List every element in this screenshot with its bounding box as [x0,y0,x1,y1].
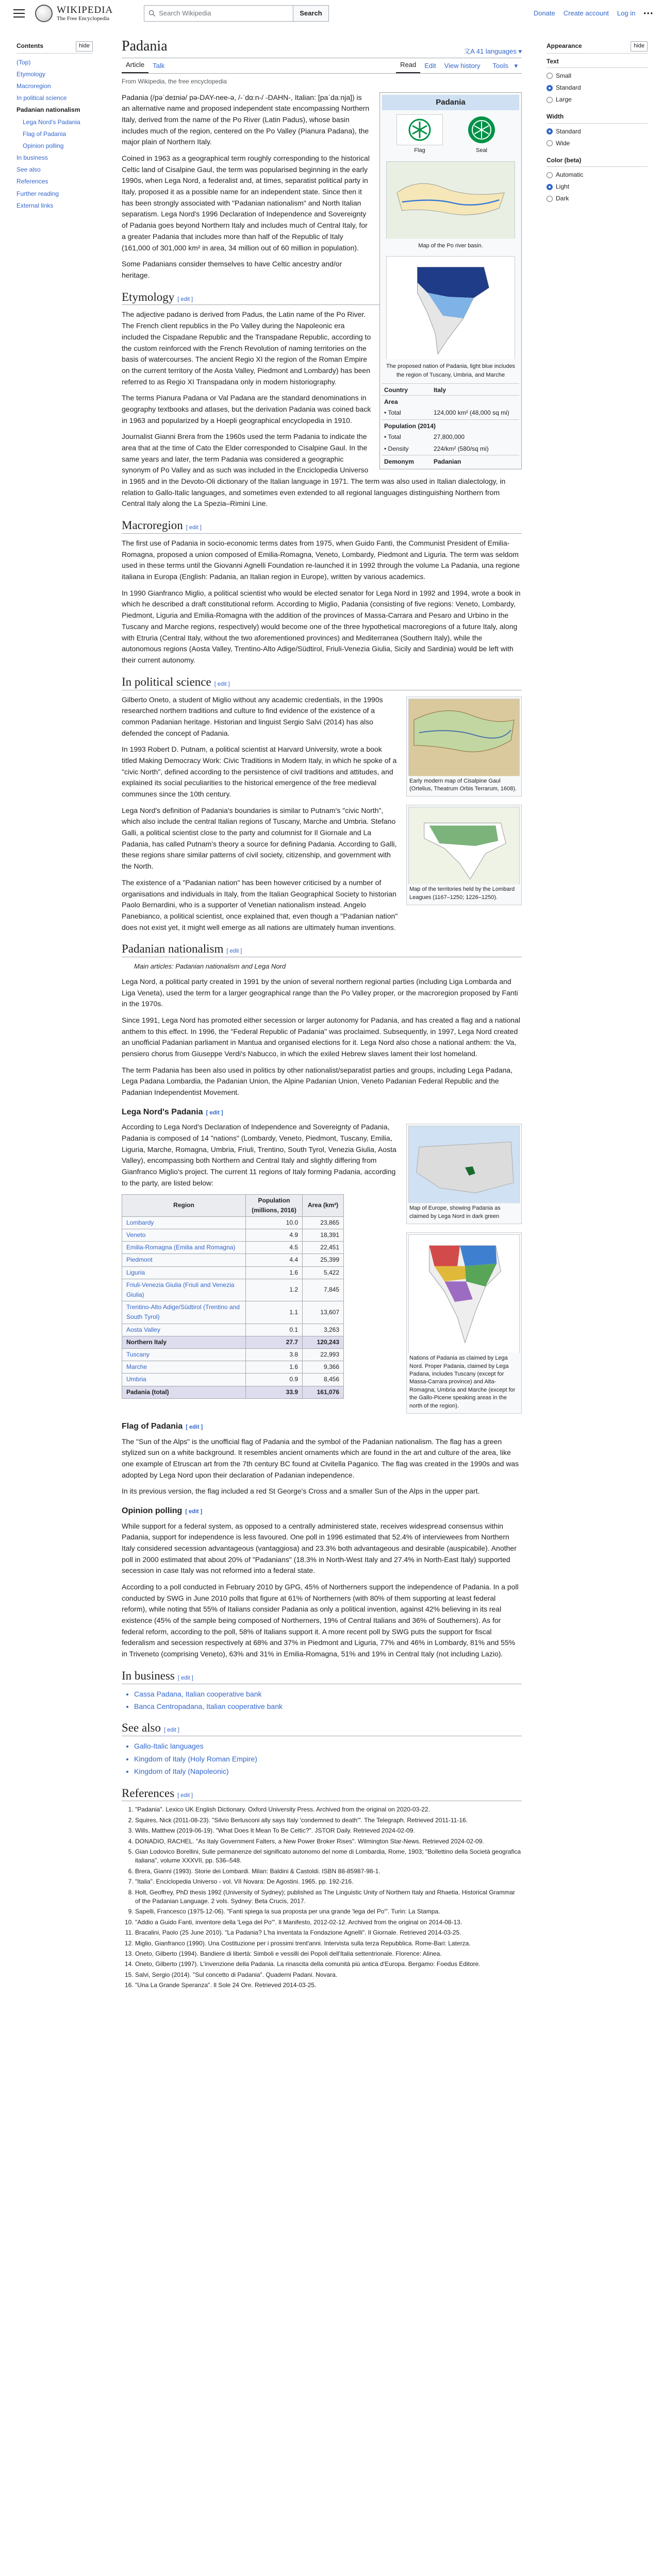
cisalpine-map-image[interactable] [408,699,520,776]
tab-tools[interactable]: Tools ▾ [492,61,518,70]
paragraph: The adjective padano is derived from Padus, the Latin name of the Po River. The French client republics in the Po Valley during the Napoleonic era included the Cispadane Republic and the Transpadane Republic, according to the custom reinforced with the French Revolution of naming territories on the basis of watercourses. The ancient Regio XI the region of the Roman Empire on the current territory of the Aosta Valley, Piedmont and Lombardy) has been referred to as Regio XI Transpadana only in modern historiography. [122,310,371,386]
sun-of-alps-icon [407,117,432,142]
region-cell[interactable]: Aosta Valley [122,1324,246,1336]
reference-item[interactable]: 1. "Padania". Lexico UK English Dictionary. Oxford University Press. Archived from the original on 2020-03-22. [135,1805,522,1814]
heading-etymology: Etymology [ edit ] [122,290,522,306]
radio-option[interactable]: Wide [547,138,648,149]
text-size-options: Text Small Standard Large [547,57,648,106]
europe-map-drawing [409,1126,519,1204]
hatnote: Main articles: Padanian nationalism and Lega Nord [134,962,286,971]
value-cell: 5,422 [303,1266,344,1279]
reference-item[interactable]: 15. Salvi, Sergio (2014). "Sul concetto di Padania". Quaderni Padani. Novara. [135,1971,522,1979]
table-row [122,1279,344,1301]
value-cell: 1.1 [246,1301,303,1324]
lombard-league-map-image[interactable] [408,807,520,884]
search-button[interactable]: Search [293,5,328,22]
wikipedia-logo[interactable] [35,5,113,22]
list-item[interactable]: • Cassa Padana, Italian cooperative bank [134,1688,522,1700]
table-header: Population (millions, 2016) [246,1194,303,1216]
toc-item[interactable]: Opinion polling [23,142,64,149]
value-cell: 9,366 [303,1361,344,1374]
paragraph: In its previous version, the flag included a red St George's Cross and a smaller Sun of the Alps in the upper part. [122,1487,480,1496]
appearance-hide-button[interactable]: hide [631,41,648,52]
toc-list [16,57,93,212]
value-cell: 120,243 [303,1336,344,1348]
region-cell[interactable]: Umbria [122,1374,246,1386]
references-list [135,1805,522,1990]
value-cell: 4.4 [246,1254,303,1266]
region-cell[interactable]: Northern Italy [122,1336,246,1348]
value-cell: 23,865 [303,1216,344,1229]
table-header: Area (km²) [303,1194,344,1216]
value-cell: 22,451 [303,1242,344,1254]
edit-section-link[interactable]: [ edit ] [226,948,242,955]
density-value: 224/km² (580/sq mi) [434,445,489,452]
heading-see-also: See also [ edit ] [122,1720,522,1736]
value-cell: 161,076 [303,1386,344,1398]
site-header [0,0,662,27]
search-form [144,5,328,22]
reference-item[interactable]: 6. Brera, Gianni (1993). Storie dei Lombardi. Milan: Baldini & Castoldi. ISBN 88-85987-98-1. [135,1867,522,1876]
radio-option[interactable]: Light [547,181,648,193]
cisalpine-map-drawing [409,699,519,776]
value-cell: 1.6 [246,1266,303,1279]
padania-map-drawing [387,257,515,360]
map1-caption: Map of the Po river basin. [418,243,483,249]
table-header: Region [122,1194,246,1216]
lead-paragraph: Some Padanians consider themselves to have Celtic ancestry and/or heritage. [122,260,342,279]
region-cell[interactable]: Emilia-Romagna (Emilia and Romagna) [122,1242,246,1254]
edit-section-link[interactable]: [ edit ] [186,1423,203,1430]
region-cell[interactable]: Tuscany [122,1348,246,1361]
value-cell: 3,263 [303,1324,344,1336]
po-basin-map-drawing [387,162,515,239]
value-cell: 7,845 [303,1279,344,1301]
nations-map-image[interactable] [408,1234,520,1353]
list-item[interactable]: • Banca Centropadana, Italian cooperative bank [134,1701,522,1712]
toc-item[interactable]: See also [16,166,41,174]
region-cell[interactable]: Liguria [122,1266,246,1279]
area-value: 124,000 km² (48,000 sq mi) [434,409,509,417]
value-cell: 1.6 [246,1361,303,1374]
paragraph: According to a poll conducted in February 2010 by GPG, 45% of Northerners support the independence of Padania. In a poll conducted by SWG in June 2010 polls that figure at 61% of Northerners (with 80% of them supporting at least federal reform), while noting that 55% of Italians consider Padania as only a political invention, against 42% believing in its real existence (45% of the sample being composed of Northerners, 19% of Central Italians and 36% of Southerners). As for federal reform, according to the poll, 58% of Italians support it. A more recent poll by SWG puts the support for fiscal federalism and secession respectively at 68% and 37% in Piedmont and Liguria, 77% and 46% in Lombardy, 81% and 55% in Triveneto (comprising Veneto), 63% and 31% in Emilia-Romagna, 51% and 19% in Central Italy (not including Lazio). [122,1582,519,1658]
nations-map-drawing [409,1235,519,1353]
reference-item[interactable]: 10. "Addio a Guido Fanti, inventore della 'Lega del Po'". Il Manifesto, 2012-02-12. Archived from the original on 2014-08-13. [135,1918,522,1927]
reference-item[interactable]: 4. DONADIO, RACHEL. "As Italy Government Falters, a New Power Broker Rises". Wilmington Star-News. Retrieved 2024-02-09. [135,1837,522,1846]
lead-paragraph: Coined in 1963 as a geographical term roughly corresponding to the historical Celtic land of Cisalpine Gaul, the term was popularised beginning in the early 1990s, when Lega Nord, a federalist and, at times, separatist political party in Italy, proposed it as a possible name for an independent state. Since then it has been strongly associated with "Padanian nationalism" and North Italian separatism. Lega Nord's 1996 Declaration of Independence and Sovereignty of Padania goes beyond Northern Italy and includes much of Central Italy, for a greater Padania that includes more than half of the Republic of Italy (161,000 of 301,000 km² in area, 34 million out of 60 million in population). [122,154,370,252]
reference-item[interactable]: 13. Oneto, Gilberto (1994). Bandiere di libertà: Simboli e vessilli dei Popoli dell'Italia settentrionale. Florence: Alinea. [135,1950,522,1958]
table-row [122,1324,344,1336]
lombard-league-map-drawing [409,807,519,885]
heading-flag: Flag of Padania [ edit ] [122,1421,203,1431]
table-row [122,1361,344,1374]
tab-history[interactable]: View history [444,61,481,70]
value-cell: 13,607 [303,1301,344,1324]
region-cell[interactable]: Veneto [122,1229,246,1242]
search-icon [148,10,156,17]
tab-talk[interactable]: Talk [153,61,165,70]
reference-item[interactable]: 5. Gian Lodovico Borellini, Sulle permanenze del significato autonomo del nome di Lombardia, Rome, 1903; "Bollettino della Società geografica italiana", volume XXXVII, pp. 536–548. [135,1848,522,1866]
paragraph: The term Padania has been also used in politics by other nationalist/separatist parties and groups, including Lega Padana, Lega Padana Lombardia, the Padanian Union, the Alpine Padanian Union, Veneto Padanian Federal Republic and the Padanian Independentist Movement. [122,1065,513,1097]
toc-item[interactable]: Padanian nationalism [16,106,80,114]
paragraph: According to Lega Nord's Declaration of Independence and Sovereignty of Padania, Padania is composed of 14 "nations" (Lombardy, Veneto, Piedmont, Tuscany, Emilia, Liguria, Marche, Romagna, Umbria, Friuli, Trentino, South Tyrol, Venezia Giulia, Aosta Valley), encompassing both Northern and Central Italy and slightly differing from Gianfranco Miglio's project. The current 11 regions of Italy forming Padania, according to the party, are listed below: [122,1123,396,1187]
main-content [122,37,522,1991]
toc-item[interactable]: Flag of Padania [23,130,67,138]
edit-section-link[interactable]: [ edit ] [177,1792,193,1799]
paragraph: In 1990 Gianfranco Miglio, a political scientist who would be elected senator for Lega Nord in 1992 and 1994, wrote a book in which he described a draft constitutional reform. According to Miglio, Padania (consisting of five regions: Veneto, Lombardy, Piedmont, Liguria and Emilia-Romagna with the addition of the provinces of Massa-Carrara and Pesaro and Urbino in the Tuscany and Marche regions, respectively) would become one of the three hypothetical macroregions of a future Italy, along with Etruria (Central Italy, without the two aforementioned provinces) and Mediterranea (Southern Italy), while the autonomous regions (Aosta Valley, Trentino-Alto Adige/Südtirol, Friuli-Venezia Giulia, Sicily and Sardinia) would be left with their current autonomy. [122,588,521,664]
region-cell[interactable]: Padania (total) [122,1386,246,1398]
figure-nations-map: Nations of Padania as claimed by Lega Nord. Proper Padania, claimed by Lega Padana, includes Tuscany (except for Massa-Carrara province) and Alta-Romagna; Umbria and Marche (except for the Gallo-Picene speaking areas in the north of the region). [406,1232,522,1414]
radio-option[interactable]: Small [547,70,648,82]
reference-item[interactable]: 9. Sapelli, Francesco (1975-12-06). "Fanti spiega la sua proposta per una grande 'lega del Po'". Turin: La Stampa. [135,1907,522,1916]
seal-caption: Seal [475,147,488,154]
heading-lega-padania: Lega Nord's Padania [ edit ] [122,1107,223,1116]
region-cell[interactable]: Friuli-Venezia Giulia (Friuli and Venezia Giulia) [122,1279,246,1301]
toc-item[interactable]: Lega Nord's Padania [23,118,80,126]
radio-icon [547,97,553,103]
infobox: Padania Flag Seal Map of the Po river basin. The proposed nation of Padania, light blue includes the region of Tuscany, Umbria, and Marche Country Italy Area • Total 124,000 km² (48,000 sq mi) Population (2014) • Total 27,800,000 • Density 224/km² (580/sq mi) Demonym Padanian [379,92,522,470]
business-list [134,1688,522,1713]
heading-macroregion: Macroregion [ edit ] [122,518,522,534]
heading-business: In business [ edit ] [122,1668,522,1684]
radio-option[interactable]: Dark [547,193,648,205]
toc-item[interactable]: Etymology [16,70,46,78]
population-value: 27,800,000 [434,433,465,440]
value-cell: 0.9 [246,1374,303,1386]
page-title: Padania 文A 41 languages ▾ [122,37,522,58]
width-options: Width Standard Wide [547,112,648,149]
radio-icon [547,172,553,178]
table-row [122,1266,344,1279]
see-also-list [134,1740,522,1777]
heading-political-science: In political science [ edit ] [122,674,522,690]
reference-item[interactable]: 8. Holt, Geoffrey, PhD thesis 1992 (University of Sydney); published as The Linguistic Unity of Northern Italy and Rhaetia. Historical Grammar of the Padanian Language. 2 vols. Sydney: Beta Crucis, 2017. [135,1888,522,1906]
radio-icon [547,128,553,134]
paragraph: The terms Pianura Padana or Val Padana are the standard denominations in geography textbooks and atlases, but the derivation Padania was coined back in 1963 and popularized by a Hoepli geographical encyclopedia in 1910. [122,394,371,425]
value-cell: 8,456 [303,1374,344,1386]
paragraph: While support for a federal system, as opposed to a centrally administered state, receives widespread consensus within Padania, support for independence is less favoured. One poll in 1996 estimated that 52.4% of interviewees from Northern Italy considered secession advantageous (vantaggiosa) and 23.3% both advantageous and desirable (auspicabile). Another poll in 2000 estimated that about 20% of "Padanians" (18.3% in North-West Italy and 27.4% in North-East Italy) supported secession in case Italy was not reformed into a federal state. [122,1521,517,1575]
toc-item[interactable]: External links [16,201,54,209]
user-links [534,8,654,19]
paragraph: The first use of Padania in socio-economic terms dates from 1975, when Guido Fanti, the Communist President of Emilia-Romagna, proposed a union composed of Emilia-Romagna, Veneto, Lombardy, Piedmont and Liguria. The term was seldom used in these terms until the Giovanni Agnelli Foundation re-launched it in 1992 through the volume La Padania, una regione italiana in Europa (English: Padania, an Italian region in Europe), written by various academics. [122,539,520,581]
toc-item[interactable]: In business [16,154,48,162]
paragraph: The existence of a "Padanian nation" has been however criticised by a number of organisations and individuals in Italy, from the Italian Geographical Society to historian Paolo Bernardini, who is a supporter of Venetian nationalism instead. Angelo Panebianco, a political scientist, once explained that, even though a "Padanian nation" does not exist yet, it might well emerge as all nations are ultimately human inventions. [122,878,398,931]
appearance-title: Appearance [547,42,582,49]
reference-item[interactable]: 12. Miglio, Gianfranco (1990). Una Costituzione per i prossimi trent'anni. Intervista sulla terza Repubblica. Rome-Bari: Laterza. [135,1939,522,1948]
table-row [122,1336,344,1348]
paragraph: In 1993 Robert D. Putnam, a political scientist at Harvard University, wrote a book titled Making Democracy Work: Civic Traditions in Modern Italy, in which he spoke of a "civic North", defined according to the persistence of civil traditions and attitudes, and explained its social peculiarities to the historical emergence of the free medieval communes since the 10th century. [122,745,397,798]
edit-section-link[interactable]: [ edit ] [185,1508,203,1515]
region-cell[interactable]: Lombardy [122,1216,246,1229]
table-header-row [122,1194,344,1216]
search-input[interactable]: Search Wikipedia [144,5,293,22]
table-row [122,1348,344,1361]
tab-article[interactable]: Article [122,58,148,74]
translate-icon: 文A [464,47,476,55]
reference-item[interactable]: 7. "Italia". Enciclopedia Universo - vol. VII Novara: De Agostini. 1965. pp. 192-216. [135,1877,522,1886]
region-cell[interactable]: Marche [122,1361,246,1374]
toc-item[interactable]: (Top) [16,58,31,66]
table-row [122,1386,344,1398]
toc-hide-button[interactable]: hide [76,41,93,52]
paragraph: Since 1991, Lega Nord has promoted either secession or larger autonomy for Padania, and has created a flag and a national anthem to this effect. In 1996, the "Federal Republic of Padania" was proclaimed. Subsequently, in 1997, Lega Nord created an unofficial Padanian parliament in Mantua and organised elections for it. Lega Nord also chose a national anthem: the Va, pensiero chorus from Giuseppe Verdi's Nabucco, in which the exiled Hebrew slaves lament their lost homeland. [122,1016,520,1058]
value-cell: 0.1 [246,1324,303,1336]
map2-caption: The proposed nation of Padania, light blue includes the region of Tuscany, Umbria, and Marche [386,363,516,379]
demonym-value: Padanian [434,458,461,466]
reference-item[interactable]: 14. Oneto, Gilberto (1997). L'invenzione della Padania. La rinascita della comunità più antica d'Europa. Bergamo: Foedus Editore. [135,1960,522,1969]
value-cell: 1.2 [246,1279,303,1301]
edit-section-link[interactable]: [ edit ] [214,681,230,687]
donate-link[interactable]: Donate [533,9,555,17]
padania-map[interactable] [386,256,515,359]
radio-option[interactable]: Standard [547,82,648,94]
radio-option[interactable]: Standard [547,126,648,138]
radio-icon [547,184,553,190]
country-value: Italy [434,386,446,394]
edit-section-link[interactable]: [ edit ] [177,296,193,302]
value-cell: 4.5 [246,1242,303,1254]
table-row [122,1254,344,1266]
value-cell: 10.0 [246,1216,303,1229]
regions-table [122,1194,344,1399]
paragraph: Journalist Gianni Brera from the 1960s used the term Padania to indicate the area that at the time of Cato the Elder corresponded to Cisalpine Gaul. In the same years and later, the term Padania was considered a geographic synonym of Po Valley and as such was included in the Enciclopedia Universo in 1965 and in the Devoto-Oli dictionary of the Italian language in 1971. The term was also used in Italian dialectology, in relation to Gallo-Italic languages, and sometimes even extended to all regional languages distinguishing Northern from Central Italy along the La Spezia–Rimini Line. [122,432,506,508]
appearance-panel [547,41,648,211]
value-cell: 4.9 [246,1229,303,1242]
table-row [122,1216,344,1229]
radio-option[interactable]: Automatic [547,169,648,181]
lead-paragraph: Padania (/pəˈdeɪniə/ pə-DAY-nee-ə, /-ˈdɑːn-/ -DAHN-, Italian: [paˈdaːnja]) is an alternative name and proposed independent state encompassing Northern Italy, derived from the name of the Po River (Latin Padus), whose basin includes much of the region, centered on the Po Valley (Pianura Padana), the major plain of Northern Italy. [122,93,370,146]
value-cell: 3.8 [246,1348,303,1361]
radio-icon [547,140,553,146]
table-row [122,1301,344,1324]
edit-section-link[interactable]: [ edit ] [186,524,202,531]
region-cell[interactable]: Piedmont [122,1254,246,1266]
table-row [122,1229,344,1242]
tab-read[interactable]: Read [396,58,420,74]
reference-item[interactable]: 3. Wills, Matthew (2019-06-19). "What Does It Mean To Be Celtic?". JSTOR Daily. Retrieved 2024-02-09. [135,1826,522,1835]
flag-image[interactable] [396,114,443,145]
language-button[interactable]: 文A 41 languages ▾ [464,47,522,55]
login-link[interactable]: Log in [617,9,636,17]
value-cell: 18,391 [303,1229,344,1242]
table-of-contents [16,41,93,212]
reference-item[interactable]: 11. Bracalini, Paolo (25 June 2010). "La Padania? L'ha inventata la Fondazione Agnelli". Il Giornale. Retrieved 2014-03-25. [135,1928,522,1937]
figure-europe-map: Map of Europe, showing Padania as claimed by Lega Nord in dark green [406,1124,522,1224]
tagline: The Free Encyclopedia [57,15,110,22]
paragraph: The "Sun of the Alps" is the unofficial flag of Padania and the symbol of the Padanian nationalism. The flag has a green stylized sun on a white background. It resembles ancient ornaments which are found in the art and culture of the area, like one example of Etruscan art from the 7th century BC found at Civitella Paganico. The flag was created in the 1990s and was adopted by Lega Nord upon their declaration of Padanian independence. [122,1437,519,1479]
edit-section-link[interactable]: [ edit ] [164,1727,179,1734]
europe-map-image[interactable] [408,1126,520,1203]
infobox-title: Padania [382,95,519,110]
table-row [122,1242,344,1254]
heading-polling: Opinion polling [ edit ] [122,1506,203,1515]
toc-item[interactable]: In political science [16,94,67,102]
wordmark: WIKIPEDIA [57,4,113,15]
edit-section-link[interactable]: [ edit ] [177,1674,193,1681]
list-item[interactable]: • Kingdom of Italy (Holy Roman Empire) [134,1753,522,1765]
value-cell: 33.9 [246,1386,303,1398]
po-basin-map[interactable] [386,161,515,239]
value-cell: 27.7 [246,1336,303,1348]
page-subtitle: From Wikipedia, the free encyclopedia [122,78,227,86]
value-cell: 22,993 [303,1348,344,1361]
figure-cisalpine-map: Early modern map of Cisalpine Gaul (Ortelius, Theatrum Orbis Terrarum, 1608). [406,697,522,797]
paragraph: Lega Nord's definition of Padania's boundaries is similar to Putnam's "civic North", which also include the central Italian regions of Tuscany, Marche and Umbria. Stefano Galli, a political scientist close to the party and columnist for Il Giornale and La Padania, has called Putnam's theory a source for defining Padania. According to Galli, these regions share similar patterns of civil society, citizenship, and government with the North. [122,806,397,871]
paragraph: Gilberto Oneto, a student of Miglio without any academic credentials, in the 1990s researched northern traditions and culture to find evidence of the existence of a common Padanian heritage. Historian and linguist Sergio Salvi (2014) has also defended the concept of Padania. [122,695,383,737]
toc-title: Contents [16,42,43,49]
radio-option[interactable]: Large [547,94,648,106]
flag-caption: Flag [414,147,425,154]
create-account-link[interactable]: Create account [563,9,609,17]
seal-image[interactable] [458,114,505,145]
region-cell[interactable]: Trentino-Alto Adige/Südtirol (Trentino and South Tyrol) [122,1301,246,1324]
list-item[interactable]: • Kingdom of Italy (Napoleonic) [134,1766,522,1777]
toc-item[interactable]: References [16,178,48,185]
value-cell: 25,399 [303,1254,344,1266]
page-tabs [122,58,522,74]
figure-lombard-league-map: Map of the territories held by the Lombard Leagues (1167–1250; 1226–1250). [406,805,522,905]
paragraph: Lega Nord, a political party created in 1991 by the union of several northern regional parties (including Liga Lombarda and Liga Veneta), used the term for a larger geographical range than the Po Valley proper, or the macroregion proposed by Fanti in the 1970s. [122,977,518,1008]
toc-item[interactable]: Macroregion [16,82,51,90]
reference-item[interactable]: 16. "Una La Grande Speranza". Il Sole 24 Ore. Retrieved 2014-03-25. [135,1981,522,1990]
table-row [122,1374,344,1386]
puzzle-globe-icon [35,5,53,22]
tab-edit[interactable]: Edit [424,61,436,70]
heading-nationalism: Padanian nationalism [ edit ] [122,941,522,957]
heading-references: References [ edit ] [122,1786,522,1802]
edit-section-link[interactable]: [ edit ] [206,1109,223,1116]
seal-icon [467,115,496,144]
radio-icon [547,196,553,202]
list-item[interactable]: • Gallo-Italic languages [134,1740,522,1752]
more-icon[interactable]: ••• [643,9,654,17]
radio-icon [547,73,553,79]
reference-item[interactable]: 2. Squires, Nick (2011-08-23). "Silvio Berlusconi ally says Italy 'condemned to death'". The Telegraph. Retrieved 2011-11-16. [135,1816,522,1825]
main-menu-icon[interactable] [13,9,25,18]
radio-icon [547,85,553,91]
color-options: Color (beta) Automatic Light Dark [547,156,648,205]
toc-item[interactable]: Further reading [16,190,59,197]
